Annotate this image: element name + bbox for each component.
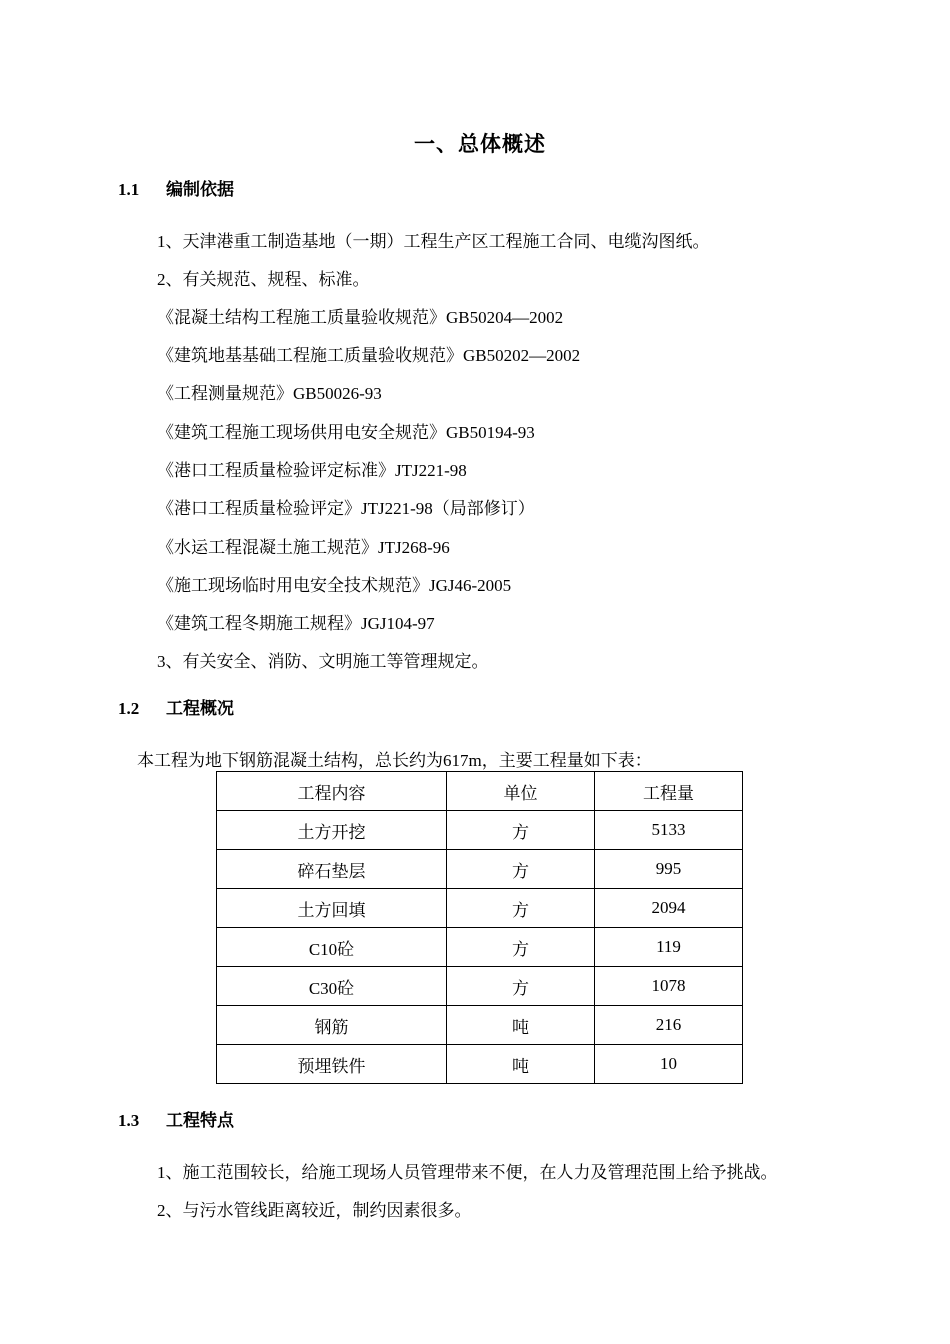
feature-line: 2、与污水管线距离较近，制约因素很多。 [157,1201,472,1220]
standard-line: 《建筑工程施工现场供用电安全规范》GB50194-93 [157,423,535,442]
table-cell: C30砼 [217,967,447,1006]
table-row [217,1045,743,1084]
standard-line: 《水运工程混凝土施工规范》JTJ268-96 [157,538,450,557]
table-header-row [217,772,743,811]
table-cell: 方 [447,811,595,850]
table-cell: 995 [595,850,743,889]
table-header-cell: 工程量 [595,772,743,811]
table-row [217,811,743,850]
table-cell: 1078 [595,967,743,1006]
section-number: 1.3 [118,1111,140,1130]
table-row [217,967,743,1006]
table-cell: 方 [447,967,595,1006]
table-cell: 土方回填 [217,889,447,928]
standard-line: 《港口工程质量检验评定》JTJ221-98（局部修订） [157,499,535,518]
document-title: 一、总体概述 [414,132,546,156]
standard-line: 《港口工程质量检验评定标准》JTJ221-98 [157,461,467,480]
table-cell: 钢筋 [217,1006,447,1045]
section-heading-1-2 [118,694,234,719]
table-header-cell: 工程内容 [217,772,447,811]
table-row [217,1006,743,1045]
section-title: 编制依据 [166,180,234,199]
section-number: 1.2 [118,699,140,718]
table-row [217,928,743,967]
table-cell: 119 [595,928,743,967]
quantity-table [216,771,743,1084]
table-cell: 5133 [595,811,743,850]
basis-line: 2、有关规范、规程、标准。 [157,270,370,289]
standard-line: 《混凝土结构工程施工质量验收规范》GB50204—2002 [157,308,564,327]
section-title: 工程特点 [166,1111,234,1130]
standard-line: 《工程测量规范》GB50026-93 [157,384,382,403]
table-cell: 预埋铁件 [217,1045,447,1084]
standard-line: 《建筑工程冬期施工规程》JGJ104-97 [157,614,435,633]
table-cell: 方 [447,850,595,889]
table-cell: 方 [447,889,595,928]
basis-line: 1、天津港重工制造基地（一期）工程生产区工程施工合同、电缆沟图纸。 [157,232,710,251]
table-cell: 216 [595,1006,743,1045]
table-cell: 土方开挖 [217,811,447,850]
section-number: 1.1 [118,180,140,199]
table-cell: C10砼 [217,928,447,967]
standard-line: 《施工现场临时用电安全技术规范》JGJ46-2005 [157,576,512,595]
table-cell: 吨 [447,1006,595,1045]
standard-line: 《建筑地基基础工程施工质量验收规范》GB50202—2002 [157,346,581,365]
feature-line: 1、施工范围较长，给施工现场人员管理带来不便，在人力及管理范围上给予挑战。 [157,1163,778,1182]
basis-line: 3、有关安全、消防、文明施工等管理规定。 [157,652,489,671]
section-heading-1-3 [118,1106,234,1131]
table-cell: 吨 [447,1045,595,1084]
table-cell: 10 [595,1045,743,1084]
section-title: 工程概况 [166,699,234,718]
table-cell: 2094 [595,889,743,928]
section-heading-1-1 [118,175,234,200]
overview-intro: 本工程为地下钢筋混凝土结构，总长约为617m，主要工程量如下表： [137,751,652,770]
table-row [217,889,743,928]
table-cell: 方 [447,928,595,967]
table-cell: 碎石垫层 [217,850,447,889]
table-header-cell: 单位 [447,772,595,811]
table-row [217,850,743,889]
